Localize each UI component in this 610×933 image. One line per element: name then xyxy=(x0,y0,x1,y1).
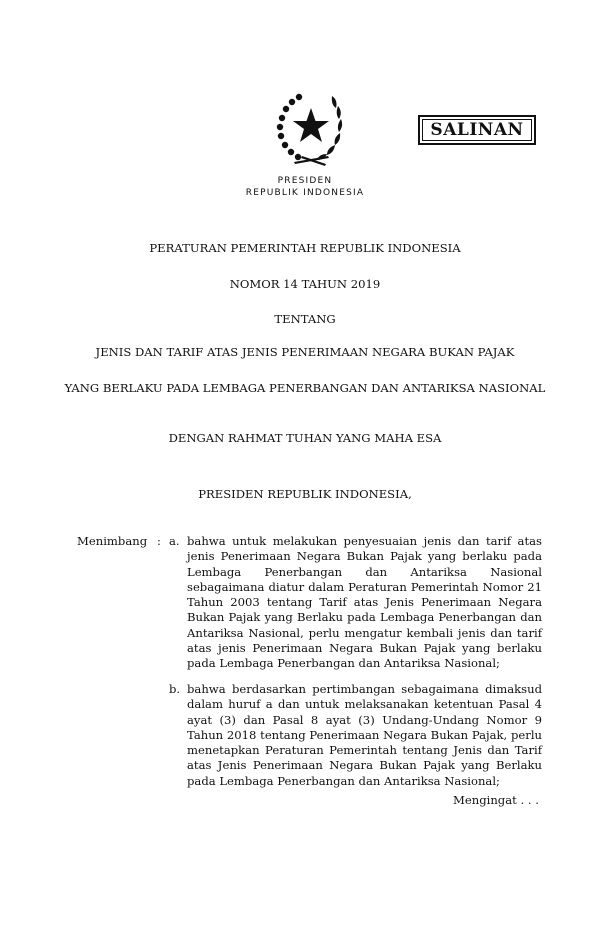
menimbang-label: Menimbang xyxy=(77,534,148,548)
authority-line: PRESIDEN REPUBLIK INDONESIA, xyxy=(198,487,412,501)
continuation-marker: Mengingat . . . xyxy=(453,793,539,807)
item-letter: b. xyxy=(169,682,181,696)
regulation-subject-line2: YANG BERLAKU PADA LEMBAGA PENERBANGAN DAN ANTARIKSA NASIONAL xyxy=(64,381,546,395)
item-letter: a. xyxy=(169,534,180,548)
regulation-subject-line1: JENIS DAN TARIF ATAS JENIS PENERIMAAN NEGARA BUKAN PAJAK xyxy=(95,345,515,359)
header-caption-republik: REPUBLIK INDONESIA xyxy=(245,188,365,198)
item-text: bahwa untuk melakukan penyesuaian jenis dan tarif atas jenis Penerimaan Negara Bukan Pajak yang berlaku pada Lembaga Penerbangan dan Antariksa Nasional sebagaimana diatur dalam Peraturan Pemerintah Nomor 21 Tahun 2003 tentang Tarif atas Jenis Penerimaan Negara Bukan Pajak yang Berlaku pada Lembaga Penerbangan dan Antariksa Nasional, perlu mengatur kembali jenis dan tarif atas jenis Penerimaan Negara Bukan Pajak yang berlaku pada Lembaga Penerbangan dan Antariksa Nasional; xyxy=(187,534,542,671)
presidential-seal-icon xyxy=(272,88,350,168)
menimbang-colon: : xyxy=(157,534,161,548)
regulation-tentang: TENTANG xyxy=(274,312,336,326)
invocation-line: DENGAN RAHMAT TUHAN YANG MAHA ESA xyxy=(168,431,442,445)
regulation-number: NOMOR 14 TAHUN 2019 xyxy=(229,277,381,291)
header-caption-presiden: PRESIDEN xyxy=(277,176,333,186)
item-text: bahwa berdasarkan pertimbangan sebagaimana dimaksud dalam huruf a dan untuk melaksanakan ketentuan Pasal 4 ayat (3) dan Pasal 8 ayat (3) Undang-Undang Nomor 9 Tahun 2018 tentang Penerimaan Negara Bukan Pajak, perlu menetapkan Peraturan Pemerintah tentang Jenis dan Tarif atas Jenis Penerimaan Negara Bukan Pajak yang Berlaku pada Lembaga Penerbangan dan Antariksa Nasional; xyxy=(187,682,542,788)
salinan-stamp: SALINAN xyxy=(418,115,536,145)
regulation-title: PERATURAN PEMERINTAH REPUBLIK INDONESIA xyxy=(149,241,461,255)
